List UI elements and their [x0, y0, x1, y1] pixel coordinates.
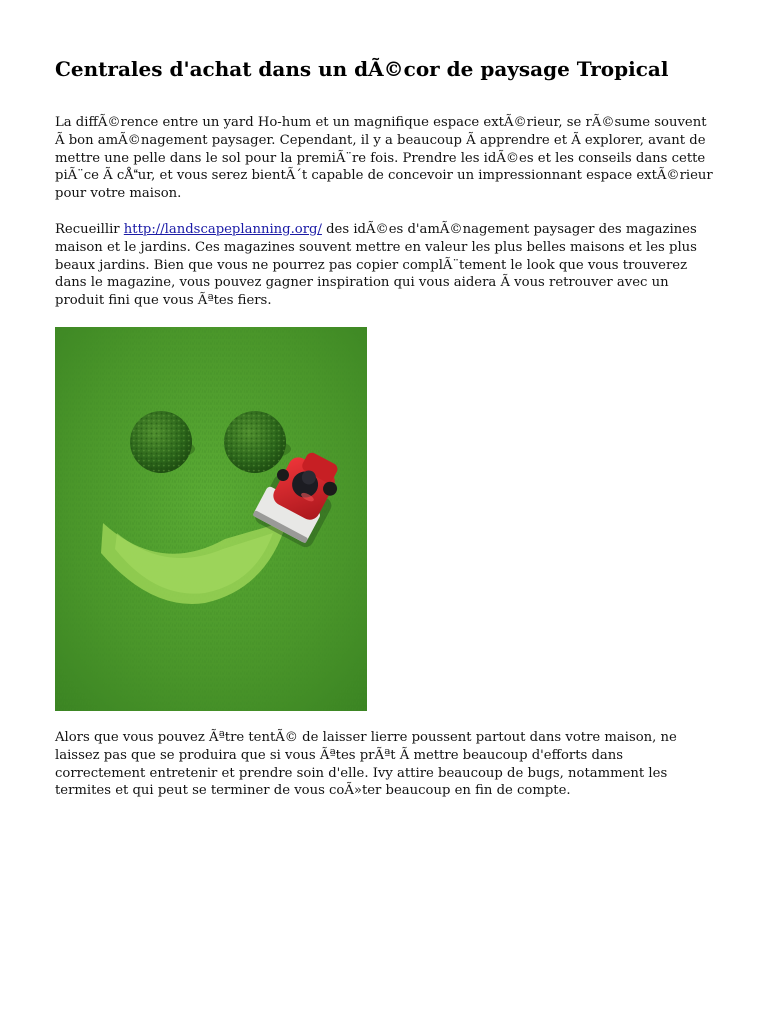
- landscapeplanning-link[interactable]: http://landscapeplanning.org/: [123, 222, 322, 237]
- page-title: Centrales d'achat dans un dÃ©cor de paysage Tropical: [55, 57, 669, 81]
- paragraph-magazines-lead: Recueillir: [55, 222, 124, 237]
- lawn-smiley-mower-photo: [55, 327, 367, 711]
- paragraph-magazines-rest: des idÃ©es d'amÃ©nagement paysager des magazines maison et le jardins. Ces magazines souvent mettre en valeur les plus belles maisons et les plus beaux jardins. Bien que vous ne pourrez pas copier complÃ¨tement le look que vous trouverez dans le magazine, vous pouvez gagner inspiration qui vous aidera Ã vous retrouver avec un produit fini que vous Ãªtes fiers.: [55, 222, 697, 309]
- paragraph-ivy: Alors que vous pouvez Ãªtre tentÃ© de laisser lierre poussent partout dans votre maison, ne laissez pas que se produira que si vous Ãªtes prÃªt Ã mettre beaucoup d'efforts dans correctement entretenir et prendre soin d'elle. Ivy attire beaucoup de bugs, notamment les termites et qui peut se terminer de vous coÃ»ter beaucoup en fin de compte.: [55, 730, 677, 799]
- right-shrub-texture: [224, 411, 286, 473]
- paragraph-magazines: [55, 221, 715, 310]
- paragraph-intro: La diffÃ©rence entre un yard Ho-hum et un magnifique espace extÃ©rieur, se rÃ©sume souvent Ã bon amÃ©nagement paysager. Cependant, il y a beaucoup Ã apprendre et Ã explorer, avant de mettre une pelle dans le sol pour la premiÃ¨re fois. Prendre les idÃ©es et les conseils dans cette piÃ¨ce Ã cÅur, et vous serez bientÃ´t capable de concevoir un impressionnant espace extÃ©rieur pour votre maison.: [55, 115, 713, 202]
- left-shrub-texture: [130, 411, 192, 473]
